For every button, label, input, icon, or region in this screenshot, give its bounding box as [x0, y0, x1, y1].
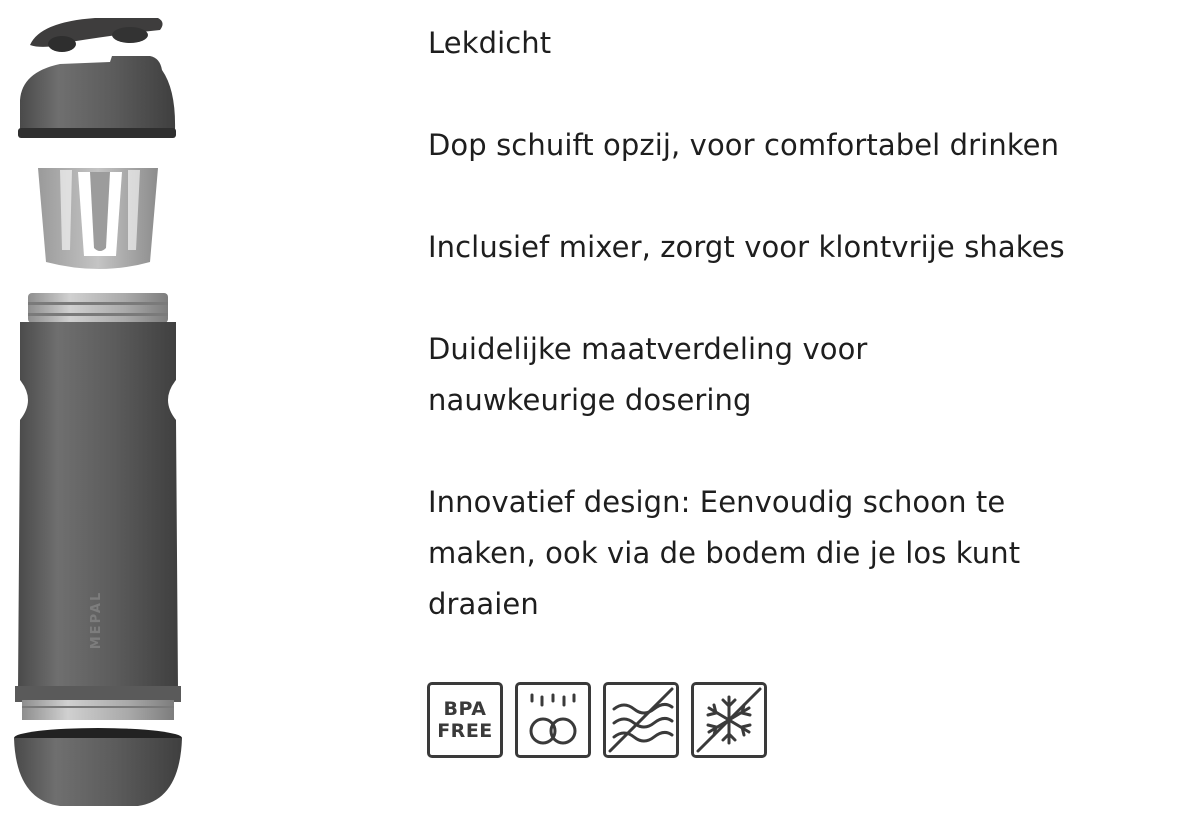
lid-flap [30, 18, 163, 52]
bottom-cup [14, 728, 182, 806]
feature-item: Dop schuift opzij, voor comfortabel drinken [428, 128, 1060, 162]
feature-item: Inclusief mixer, zorgt voor klontvrije shakes [428, 230, 1065, 264]
feature-list [428, 18, 1188, 630]
product-icons [427, 682, 767, 758]
free-text: FREE [437, 720, 493, 742]
mixer-insert [38, 168, 158, 269]
bpa-text: BPA [443, 698, 487, 720]
brand-label: MEPAL [89, 590, 104, 650]
bottle-body [15, 293, 181, 720]
not-freezer-safe-icon [691, 682, 767, 758]
shaker-bottle-illustration [0, 0, 200, 822]
dishwasher-safe-icon [515, 682, 591, 758]
feature-item: Duidelijke maatverdeling voor nauwkeurige dosering [428, 332, 868, 417]
bpa-free-icon [427, 682, 503, 758]
cap [18, 56, 176, 138]
feature-item: Innovatief design: Eenvoudig schoon te maken, ook via de bodem die je los kunt draaien [428, 485, 1021, 621]
not-for-hot-liquids-icon [603, 682, 679, 758]
feature-item: Lekdicht [428, 26, 552, 60]
